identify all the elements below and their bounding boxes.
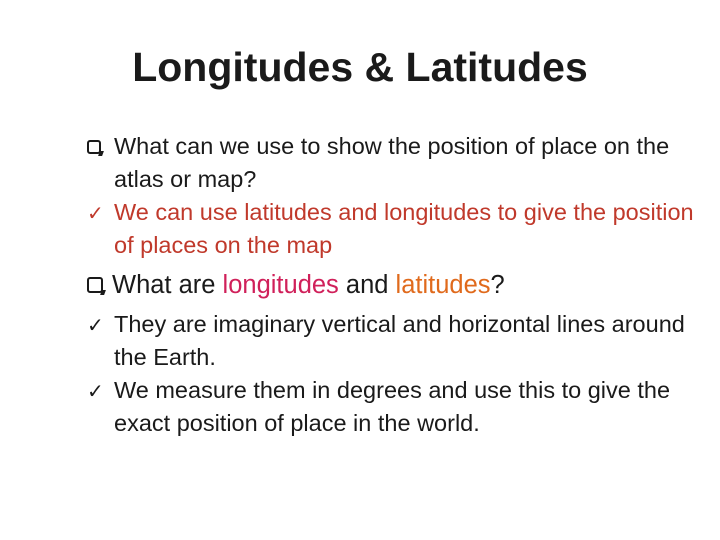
term-longitudes: longitudes	[222, 271, 339, 299]
check-icon: ✓	[87, 379, 104, 403]
answer-3-text: We measure them in degrees and use this to give the exact position of place in the world.	[114, 377, 671, 436]
answer-2	[88, 308, 713, 374]
term-latitudes: latitudes	[395, 271, 491, 299]
question-1-text: What can we use to show the position of place on the atlas or map?	[114, 133, 670, 192]
answer-1-text: We can use latitudes and longitudes to give the position of places on the map	[114, 199, 694, 258]
question-1	[88, 130, 713, 196]
question-2-prefix: What are	[112, 271, 223, 299]
question-2-suffix: ?	[490, 271, 505, 299]
question-2	[88, 267, 713, 303]
question-checkbox-icon	[87, 267, 103, 304]
answer-1	[88, 196, 713, 262]
answer-3	[88, 374, 713, 440]
slide-title: Longitudes & Latitudes	[132, 44, 588, 90]
check-icon: ✓	[87, 201, 104, 225]
check-icon: ✓	[87, 313, 104, 337]
question-checkbox-icon	[87, 130, 101, 163]
question-2-middle: and	[338, 271, 396, 299]
answer-2-text: They are imaginary vertical and horizontal lines around the Earth.	[114, 311, 685, 370]
question-2-text	[88, 267, 713, 303]
